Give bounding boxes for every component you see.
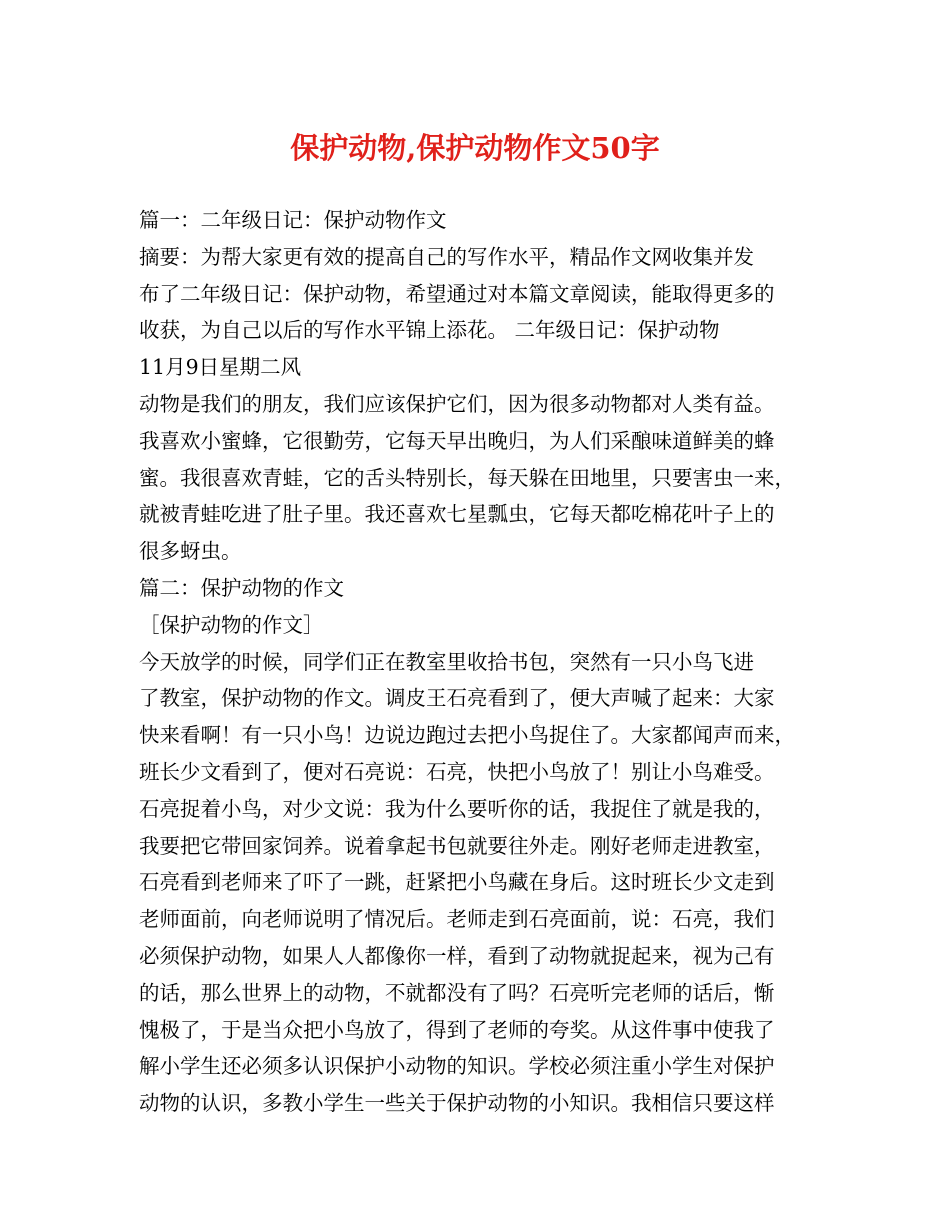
text-line: 今天放学的时候，同学们正在教室里收拾书包，突然有一只小鸟飞进 (139, 649, 754, 674)
text-line: 必须保护动物，如果人人都像你一样，看到了动物就捉起来，视为己有 (139, 943, 775, 968)
text-line: 11月9日星期二风 (139, 355, 302, 380)
text-line: 石亮捉着小鸟，对少文说：我为什么要听你的话，我捉住了就是我的， (139, 796, 775, 821)
text-line: 布了二年级日记：保护动物，希望通过对本篇文章阅读，能取得更多的 (139, 281, 775, 306)
text-line: 我喜欢小蜜蜂，它很勤劳，它每天早出晚归，为人们采酿味道鲜美的蜂 (139, 428, 775, 453)
text-line: 的话，那么世界上的动物，不就都没有了吗？石亮听完老师的话后，惭 (139, 980, 775, 1005)
text-line: 动物是我们的朋友，我们应该保护它们，因为很多动物都对人类有益。 (139, 391, 775, 416)
text-line: 我要把它带回家饲养。说着拿起书包就要往外走。刚好老师走进教室， (139, 833, 775, 858)
text-line: 解小学生还必须多认识保护小动物的知识。学校必须注重小学生对保护 (139, 1054, 775, 1079)
text-line: 收获，为自己以后的写作水平锦上添花。 二年级日记：保护动物 (139, 318, 720, 343)
text-line: ［保护动物的作文］ (139, 612, 324, 637)
text-line: 了教室，保护动物的作文。调皮王石亮看到了，便大声喊了起来：大家 (139, 686, 775, 711)
text-line: 快来看啊！有一只小鸟！边说边跑过去把小鸟捉住了。大家都闻声而来， (139, 723, 795, 748)
document-body (139, 202, 819, 1122)
text-line: 篇一：二年级日记：保护动物作文 (139, 208, 447, 232)
text-line: 班长少文看到了，便对石亮说：石亮，快把小鸟放了！别让小鸟难受。 (139, 759, 775, 784)
text-line: 石亮看到老师来了吓了一跳，赶紧把小鸟藏在身后。这时班长少文走到 (139, 870, 775, 895)
text-line: 愧极了，于是当众把小鸟放了，得到了老师的夸奖。从这件事中使我了 (139, 1017, 775, 1042)
text-line: 很多蚜虫。 (139, 539, 242, 564)
text-line: 动物的认识，多教小学生一些关于保护动物的小知识。我相信只要这样 (139, 1091, 775, 1116)
text-line: 蜜。我很喜欢青蛙，它的舌头特别长，每天躲在田地里，只要害虫一来， (139, 465, 795, 490)
page-title: 保护动物,保护动物作文50字 (290, 131, 660, 165)
text-line: 就被青蛙吃进了肚子里。我还喜欢七星瓢虫，它每天都吃棉花叶子上的 (139, 502, 775, 527)
text-line: 老师面前，向老师说明了情况后。老师走到石亮面前，说：石亮，我们 (139, 907, 775, 932)
text-line: 篇二：保护动物的作文 (139, 575, 344, 600)
text-line: 摘要：为帮大家更有效的提高自己的写作水平，精品作文网收集并发 (139, 244, 754, 269)
